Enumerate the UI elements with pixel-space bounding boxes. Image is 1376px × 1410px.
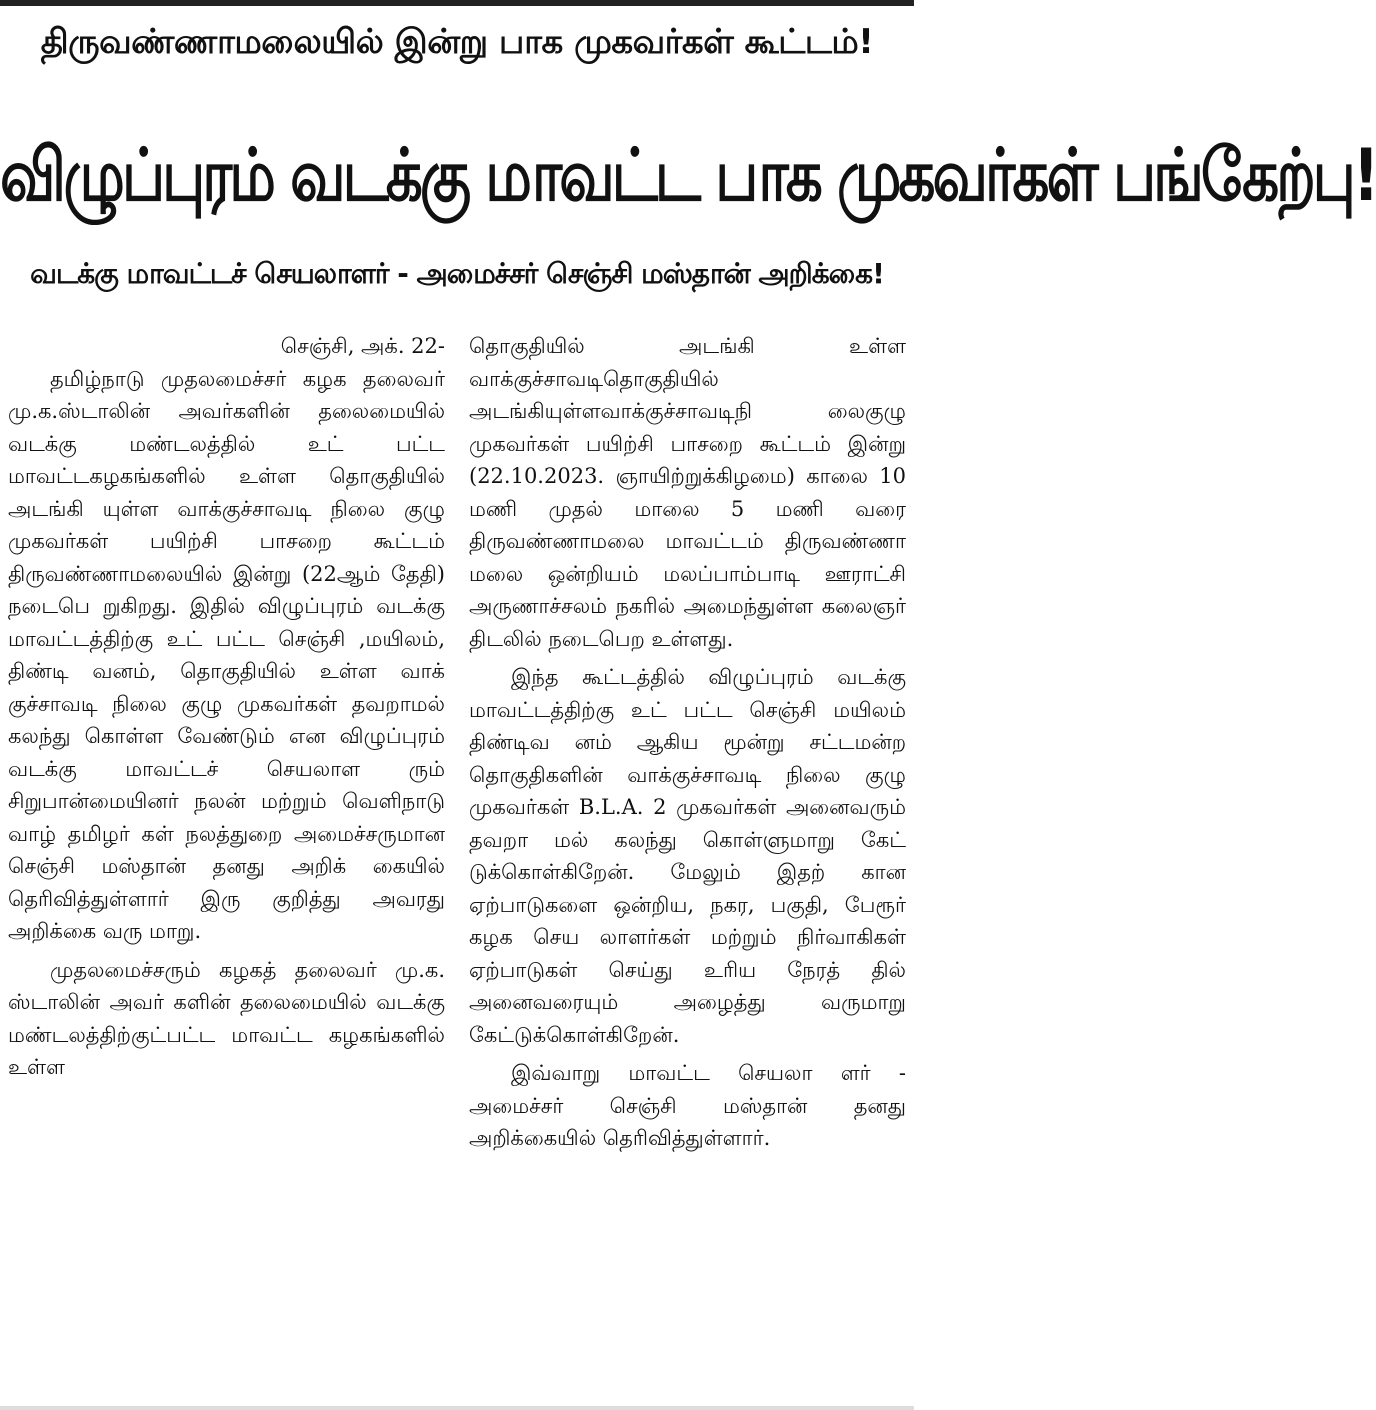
article-body [8, 330, 906, 1402]
article-column-right [469, 330, 906, 1402]
article-paragraph: முதலமைச்சரும் கழகத் தலைவர் மு.க. ஸ்டாலின் அவர் களின் தலைமையில் வடக்கு மண்டலத்திற்குட்பட்ட மாவட்ட கழகங்களில் உள்ள [8, 957, 445, 1079]
bottom-rule [0, 1406, 914, 1410]
deck-headline: வடக்கு மாவட்டச் செயலாளர் - அமைச்சர் செஞ்சி மஸ்தான் அறிக்கை! [30, 257, 884, 290]
article-paragraph: இவ்வாறு மாவட்ட செயலா ளர் - அமைச்சர் செஞ்சி மஸ்தான் தனது அறிக்கையில் தெரிவித்துள்ளார். [469, 1061, 906, 1150]
dateline: செஞ்சி, அக். 22- [280, 334, 445, 358]
top-rule [0, 0, 914, 6]
article-column-left [8, 330, 445, 1402]
kicker-headline: திருவண்ணாமலையில் இன்று பாக முகவர்கள் கூட்டம்! [40, 22, 874, 62]
article-paragraph: தமிழ்நாடு முதலமைச்சர் கழக தலைவர் மு.க.ஸ்டாலின் அவர்களின் தலைமையில் வடக்கு மண்டலத்தில் உட் பட்ட மாவட்டகழகங்களில் உள்ள தொகுதியில் அடங்கி யுள்ள வாக்குச்சாவடி நிலை குழு முகவர்கள் பயிற்சி பாசறை கூட்டம் திருவண்ணாமலையில் இன்று (22ஆம் தேதி) நடைபெ றுகிறது. இதில் விழுப்புரம் வடக்கு மாவட்டத்திற்கு உட் பட்ட செஞ்சி ,மயிலம், திண்டி வனம், தொகுதியில் உள்ள வாக் குச்சாவடி நிலை குழு முகவர்கள் தவறாமல் கலந்து கொள்ள வேண்டும் என விழுப்புரம் வடக்கு மாவட்டச் செயலாள ரும் சிறுபான்மையினர் நலன் மற்றும் வெளிநாடு வாழ் தமிழர் கள் நலத்துறை அமைச்சருமான செஞ்சி மஸ்தான் தனது அறிக் கையில் தெரிவித்துள்ளார் இரு குறித்து அவரது அறிக்கை வரு மாறு. [8, 366, 445, 943]
main-headline: விழுப்புரம் வடக்கு மாவட்ட பாக முகவர்கள் பங்கேற்பு! [0, 132, 1376, 218]
article-paragraph: இந்த கூட்டத்தில் விழுப்புரம் வடக்கு மாவட்டத்திற்கு உட் பட்ட செஞ்சி மயிலம் திண்டிவ னம் ஆகிய மூன்று சட்டமன்ற தொகுதிகளின் வாக்குச்சாவடி நிலை குழு முகவர்கள் B.L.A. 2 முகவர்கள் அனைவரும் தவறா மல் கலந்து கொள்ளுமாறு கேட் டுக்கொள்கிறேன். மேலும் இதற் கான ஏற்பாடுகளை ஒன்றிய, நகர, பகுதி, பேரூர் கழக செய லாளர்கள் மற்றும் நிர்வாகிகள் ஏற்பாடுகள் செய்து உரிய நேரத் தில் அனைவரையும் அழைத்து வருமாறு கேட்டுக்கொள்கிறேன். [469, 665, 906, 1047]
article-paragraph: தொகுதியில் அடங்கி உள்ள வாக்குச்சாவடிதொகுதியில் அடங்கியுள்ளவாக்குச்சாவடிநி லைகுழு முகவர்கள் பயிற்சி பாசறை கூட்டம் இன்று (22.10.2023. ஞாயிற்றுக்கிழமை) காலை 10 மணி முதல் மாலை 5 மணி வரை திருவண்ணாமலை மாவட்டம் திருவண்ணா மலை ஒன்றியம் மலப்பாம்பாடி ஊராட்சி அருணாச்சலம் நகரில் அமைந்துள்ள கலைஞர் திடலில் நடைபெற உள்ளது. [469, 334, 906, 651]
